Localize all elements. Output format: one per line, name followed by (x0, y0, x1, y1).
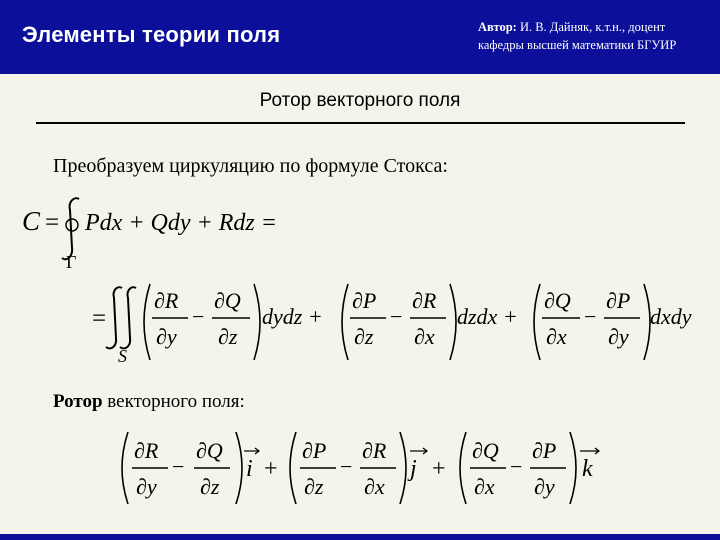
term3-den-a: ∂x (546, 324, 567, 349)
minus-3: − (584, 304, 597, 329)
paren-open-6 (460, 432, 466, 504)
term2-diff: dzdx + (457, 304, 518, 329)
curl-term1-den-b: ∂z (200, 474, 220, 499)
curl-minus-2: − (340, 454, 353, 479)
author-label: Автор: И. В. Дайняк, к.т.н., доцент (478, 20, 666, 34)
curl-term3-num-b: ∂P (532, 438, 557, 463)
paren-close-2 (450, 284, 456, 360)
minus-1: − (192, 304, 205, 329)
curl-term2-den-a: ∂z (304, 474, 324, 499)
term1-num-a: ∂R (154, 288, 179, 313)
paren-open-1 (144, 284, 150, 360)
paren-close-1 (254, 284, 260, 360)
intro-text: Преобразуем циркуляцию по формуле Стокса: (53, 155, 448, 177)
unit-vector-j: j (410, 456, 417, 482)
surface-integral-icon-2 (120, 287, 136, 348)
formula-stokes (92, 284, 692, 366)
paren-close-4 (236, 432, 242, 504)
curl-term2-num-a: ∂P (302, 438, 327, 463)
term2-num-a: ∂P (352, 288, 377, 313)
equals-sign-2: = (92, 305, 107, 332)
term1-diff: dydz + (262, 304, 323, 329)
curl-minus-1: − (172, 454, 185, 479)
paren-open-3 (534, 284, 540, 360)
term3-num-b: ∂P (606, 288, 631, 313)
paren-open-2 (342, 284, 348, 360)
curl-term3-den-b: ∂y (534, 474, 555, 499)
course-title: Элементы теории поля (22, 22, 281, 47)
paren-close-5 (400, 432, 406, 504)
circulation-integrand: Pdx + Qdy + Rdz = (85, 210, 277, 236)
curl-term1-den-a: ∂y (136, 474, 157, 499)
footer-bar (0, 534, 720, 540)
contour-label: Γ (66, 252, 77, 272)
curl-plus-1: + (264, 456, 278, 482)
curl-plus-2: + (432, 456, 446, 482)
term2-den-b: ∂x (414, 324, 435, 349)
curl-term3-den-a: ∂x (474, 474, 495, 499)
term1-num-b: ∂Q (214, 288, 241, 313)
term3-num-a: ∂Q (544, 288, 571, 313)
curl-label: Ротор векторного поля: (53, 391, 245, 412)
paren-open-5 (290, 432, 296, 504)
curl-term1-num-a: ∂R (134, 438, 159, 463)
curl-term3-num-a: ∂Q (472, 438, 499, 463)
term3-diff: dxdy (650, 304, 692, 329)
curl-minus-3: − (510, 454, 523, 479)
term1-den-b: ∂z (218, 324, 238, 349)
unit-vector-i: i (246, 456, 253, 482)
unit-vector-k: k (582, 456, 593, 482)
curl-term2-den-b: ∂x (364, 474, 385, 499)
term1-den-a: ∂y (156, 324, 177, 349)
paren-close-6 (570, 432, 576, 504)
term3-den-b: ∂y (608, 324, 629, 349)
formula-curl (122, 432, 599, 504)
slide-title: Ротор векторного поля (259, 90, 461, 111)
term2-num-b: ∂R (412, 288, 437, 313)
paren-open-4 (122, 432, 128, 504)
term2-den-a: ∂z (354, 324, 374, 349)
curl-term1-num-b: ∂Q (196, 438, 223, 463)
formula-circulation (22, 198, 277, 272)
equals-sign-1: = (45, 209, 60, 236)
curl-term2-num-b: ∂R (362, 438, 387, 463)
surface-label: S (118, 346, 127, 366)
minus-2: − (390, 304, 403, 329)
author-department: кафедры высшей математики БГУИР (478, 38, 677, 52)
surface-integral-icon-1 (106, 287, 122, 348)
circulation-symbol: C (22, 206, 41, 236)
